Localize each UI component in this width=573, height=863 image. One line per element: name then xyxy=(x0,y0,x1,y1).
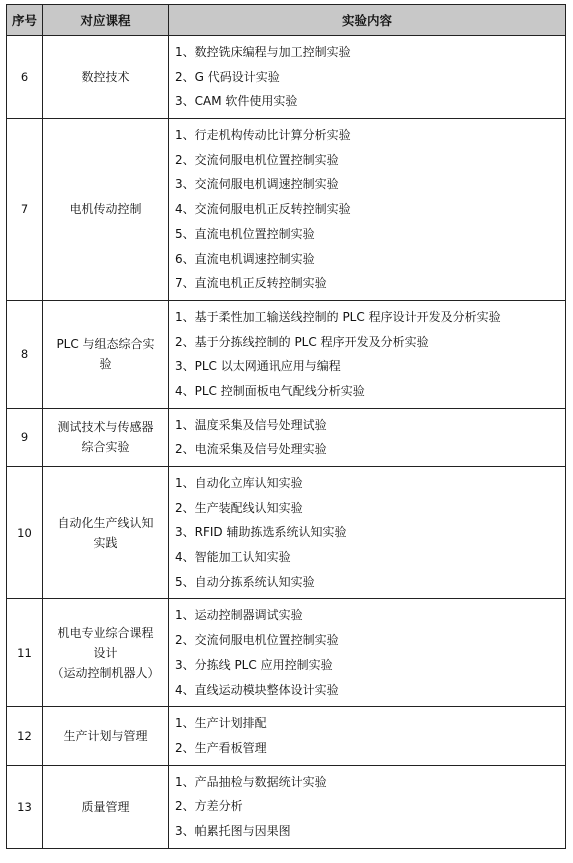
experiment-item: 2、方差分析 xyxy=(175,799,243,814)
experiment-item: 2、G 代码设计实验 xyxy=(175,69,280,84)
course-line: 实践 xyxy=(93,535,118,550)
row-number: 11 xyxy=(7,599,43,707)
experiment-list xyxy=(169,119,566,301)
course-name xyxy=(43,467,169,599)
course-line: 数控技术 xyxy=(81,70,130,85)
course-line: 质量管理 xyxy=(81,799,130,814)
row-number: 6 xyxy=(7,36,43,119)
course-name xyxy=(43,36,169,119)
course-name xyxy=(43,300,169,408)
table-row xyxy=(7,300,566,408)
experiment-item: 2、生产装配线认知实验 xyxy=(175,500,303,515)
experiment-item: 2、生产看板管理 xyxy=(175,740,267,755)
experiment-item: 7、直流电机正反转控制实验 xyxy=(175,276,327,291)
table-body xyxy=(7,36,566,849)
row-number: 12 xyxy=(7,707,43,765)
row-number: 10 xyxy=(7,467,43,599)
experiment-item: 3、帕累托图与因果图 xyxy=(175,823,291,838)
course-name xyxy=(43,599,169,707)
experiment-item: 2、交流伺服电机位置控制实验 xyxy=(175,633,339,648)
experiment-item: 2、交流伺服电机位置控制实验 xyxy=(175,152,339,167)
header-course: 对应课程 xyxy=(43,5,169,36)
header-num: 序号 xyxy=(7,5,43,36)
experiment-list xyxy=(169,300,566,408)
table-row xyxy=(7,599,566,707)
experiment-table xyxy=(6,4,566,849)
experiment-list xyxy=(169,467,566,599)
experiment-list xyxy=(169,408,566,466)
experiment-item: 1、温度采集及信号处理试验 xyxy=(175,417,327,432)
experiment-item: 4、智能加工认知实验 xyxy=(175,550,291,565)
experiment-item: 2、电流采集及信号处理实验 xyxy=(175,442,327,457)
table-row xyxy=(7,119,566,301)
experiment-item: 6、直流电机调速控制实验 xyxy=(175,251,315,266)
course-name xyxy=(43,119,169,301)
experiment-item: 1、自动化立库认知实验 xyxy=(175,476,303,490)
experiment-item: 5、直流电机位置控制实验 xyxy=(175,226,315,241)
table-row xyxy=(7,467,566,599)
course-line: 综合实验 xyxy=(81,440,130,455)
table-row xyxy=(7,408,566,466)
experiment-item: 3、RFID 辅助拣选系统认知实验 xyxy=(175,525,347,540)
table-row xyxy=(7,765,566,848)
row-number: 7 xyxy=(7,119,43,301)
course-line: 电机传动控制 xyxy=(69,202,142,217)
experiment-item: 2、基于分拣线控制的 PLC 程序开发及分析实验 xyxy=(175,334,429,349)
course-line: 生产计划与管理 xyxy=(63,728,148,743)
experiment-list xyxy=(169,36,566,119)
course-name xyxy=(43,408,169,466)
experiment-list xyxy=(169,707,566,765)
experiment-item: 3、CAM 软件使用实验 xyxy=(175,94,298,109)
experiment-item: 4、直线运动模块整体设计实验 xyxy=(175,682,339,697)
experiment-list xyxy=(169,765,566,848)
course-line: 测试技术与传感器 xyxy=(57,420,154,435)
experiment-item: 1、基于柔性加工输送线控制的 PLC 程序设计开发及分析实验 xyxy=(175,309,501,324)
header-content: 实验内容 xyxy=(169,5,566,36)
experiment-item: 1、运动控制器调试实验 xyxy=(175,608,303,623)
row-number: 8 xyxy=(7,300,43,408)
experiment-item: 3、交流伺服电机调速控制实验 xyxy=(175,177,339,192)
course-line: （运动控制机器人） xyxy=(51,665,160,680)
course-line: PLC 与组态综合实 xyxy=(56,337,155,352)
experiment-item: 1、数控铣床编程与加工控制实验 xyxy=(175,45,351,59)
course-line: 设计 xyxy=(93,645,118,660)
experiment-item: 3、PLC 以太网通讯应用与编程 xyxy=(175,359,341,374)
course-line: 机电专业综合课程 xyxy=(57,625,154,640)
course-name xyxy=(43,707,169,765)
course-name xyxy=(43,765,169,848)
experiment-item: 1、产品抽检与数据统计实验 xyxy=(175,774,327,789)
course-line: 验 xyxy=(99,357,112,372)
experiment-item: 4、PLC 控制面板电气配线分析实验 xyxy=(175,383,365,398)
table-row xyxy=(7,36,566,119)
experiment-item: 1、生产计划排配 xyxy=(175,716,267,731)
experiment-item: 5、自动分拣系统认知实验 xyxy=(175,574,315,589)
experiment-item: 1、行走机构传动比计算分析实验 xyxy=(175,128,351,143)
experiment-list xyxy=(169,599,566,707)
table-row xyxy=(7,707,566,765)
experiment-item: 3、分拣线 PLC 应用控制实验 xyxy=(175,657,333,672)
header-row xyxy=(7,5,566,36)
row-number: 13 xyxy=(7,765,43,848)
course-line: 自动化生产线认知 xyxy=(57,515,154,530)
experiment-item: 4、交流伺服电机正反转控制实验 xyxy=(175,202,351,217)
row-number: 9 xyxy=(7,408,43,466)
